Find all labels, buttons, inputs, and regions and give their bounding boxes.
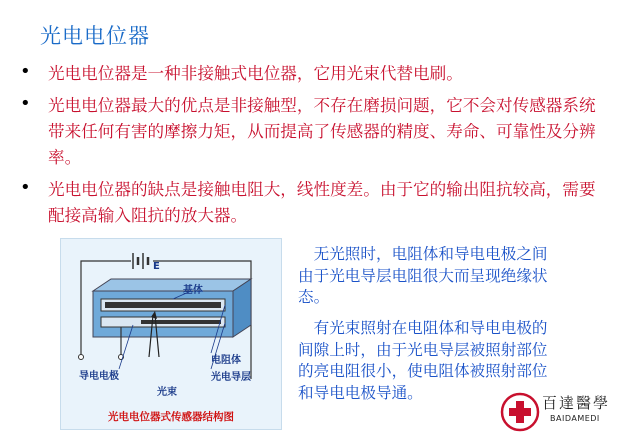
- sensor-structure-illustration: [61, 239, 281, 429]
- logo-english-text: BAIDAMEDI: [550, 414, 600, 423]
- bullet-dot-icon: •: [20, 61, 31, 82]
- bullet-dot-icon: •: [20, 93, 31, 114]
- photo-layer-label: 光电导层: [211, 372, 251, 383]
- bullet-dot-icon: •: [20, 177, 31, 198]
- medical-cross-logo-icon: [500, 392, 540, 432]
- structure-diagram: [60, 238, 282, 430]
- electrode-label: 导电电极: [79, 371, 119, 382]
- bullet-item: [18, 177, 608, 229]
- battery-label: E: [153, 261, 160, 272]
- bullet-item: [18, 93, 608, 171]
- brand-logo: [498, 390, 618, 434]
- explanation-paragraph: 无光照时，电阻体和导电电极之间由于光电导层电阻很大而呈现绝缘状态。: [298, 245, 548, 306]
- bullet-list: [18, 61, 608, 235]
- slide-title: 光电电位器: [40, 24, 150, 48]
- bullet-text: 光电电位器的缺点是接触电阻大，线性度差。由于它的输出阻抗较高，需要配接高输入阻抗的放大器。: [48, 180, 596, 225]
- beam-label: 光束: [157, 387, 177, 398]
- bullet-text: 光电电位器最大的优点是非接触型，不存在磨损问题，它不会对传感器系统带来任何有害的摩擦力矩，从而提高了传感器的精度、寿命、可靠性及分辨率。: [48, 96, 596, 167]
- explanation-paragraph: 有光束照射在电阻体和导电电极的间隙上时，由于光电导层被照射部位的亮电阻很小，使电阻体被照射部位和导电电极导通。: [298, 319, 548, 402]
- bullet-text: 光电电位器是一种非接触式电位器，它用光束代替电刷。: [48, 64, 463, 83]
- resistor-label: 电阻体: [211, 355, 241, 366]
- figure-caption: 光电电位器式传感器结构图: [108, 411, 234, 423]
- logo-chinese-text: 百達醫學: [542, 394, 611, 412]
- bullet-item: [18, 61, 608, 87]
- base-label: 基体: [183, 285, 203, 296]
